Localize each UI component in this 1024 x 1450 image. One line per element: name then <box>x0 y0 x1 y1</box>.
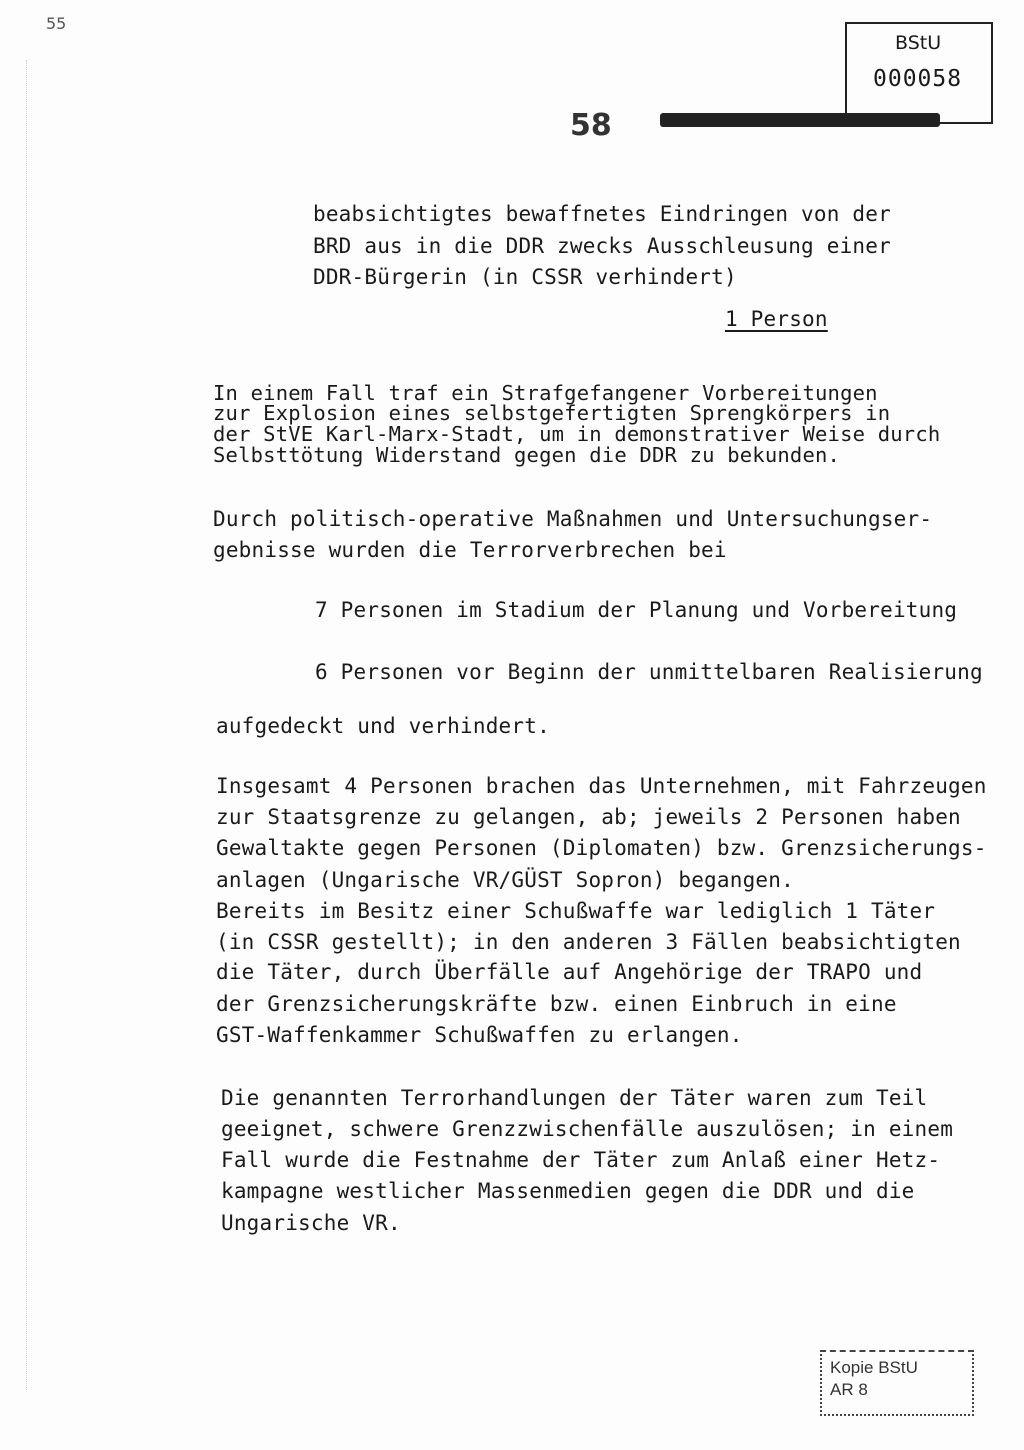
text-line: aufgedeckt und verhindert. <box>216 714 550 738</box>
text-line: gebnisse wurden die Terrorverbrechen bei <box>213 538 727 562</box>
copy-stamp-line2: AR 8 <box>830 1380 868 1399</box>
redaction-bar <box>660 113 940 127</box>
text-line: Insgesamt 4 Personen brachen das Unternehmen, mit Fahrzeugen <box>216 774 987 798</box>
bstu-archive-stamp <box>845 22 993 124</box>
margin-line <box>26 60 27 1390</box>
copy-stamp <box>820 1350 974 1416</box>
text-line: zur Explosion eines selbstgefertigten Sprengkörpers in <box>213 401 891 425</box>
text-line: Gewaltakte gegen Personen (Diplomaten) bzw. Grenzsicherungs- <box>216 836 987 860</box>
text-line: anlagen (Ungarische VR/GÜST Sopron) begangen. <box>216 868 794 892</box>
text-line: 7 Personen im Stadium der Planung und Vorbereitung <box>315 598 958 622</box>
stamp-number: 000058 <box>873 66 963 92</box>
text-line: Bereits im Besitz einer Schußwaffe war lediglich 1 Täter <box>216 899 936 923</box>
text-line: Fall wurde die Festnahme der Täter zum Anlaß einer Hetz- <box>221 1148 941 1172</box>
text-line: kampagne westlicher Massenmedien gegen die DDR und die <box>221 1179 915 1203</box>
text-line: geeignet, schwere Grenzzwischenfälle auszulösen; in einem <box>221 1117 954 1141</box>
text-line: Selbsttötung Widerstand gegen die DDR zu bekunden. <box>213 443 841 467</box>
text-line: der Grenzsicherungskräfte bzw. einen Einbruch in eine <box>216 992 897 1016</box>
text-line: zur Staatsgrenze zu gelangen, ab; jeweils 2 Personen haben <box>216 805 961 829</box>
text-line: Die genannten Terrorhandlungen der Täter waren zum Teil <box>221 1086 928 1110</box>
text-line: der StVE Karl-Marx-Stadt, um in demonstrativer Weise durch <box>213 422 941 446</box>
text-line: beabsichtigtes bewaffnetes Eindringen von der <box>313 202 891 226</box>
text-line: die Täter, durch Überfälle auf Angehörige der TRAPO und <box>216 960 923 984</box>
person-count: 1 Person <box>725 307 828 331</box>
text-line: In einem Fall traf ein Strafgefangener Vorbereitungen <box>213 381 878 405</box>
page-number: 58 <box>570 108 612 143</box>
text-line: BRD aus in die DDR zwecks Ausschleusung einer <box>313 234 891 258</box>
text-line: GST-Waffenkammer Schußwaffen zu erlangen. <box>216 1023 743 1047</box>
text-line: 6 Personen vor Beginn der unmittelbaren Realisierung <box>315 660 983 684</box>
stamp-label: BStU <box>895 32 942 54</box>
text-line: Ungarische VR. <box>221 1211 401 1235</box>
text-line: Durch politisch-operative Maßnahmen und Untersuchungser- <box>213 507 933 531</box>
text-line: DDR-Bürgerin (in CSSR verhindert) <box>313 265 737 289</box>
corner-mark: 55 <box>46 14 67 33</box>
copy-stamp-line1: Kopie BStU <box>830 1358 918 1377</box>
text-line: (in CSSR gestellt); in den anderen 3 Fällen beabsichtigten <box>216 930 961 954</box>
